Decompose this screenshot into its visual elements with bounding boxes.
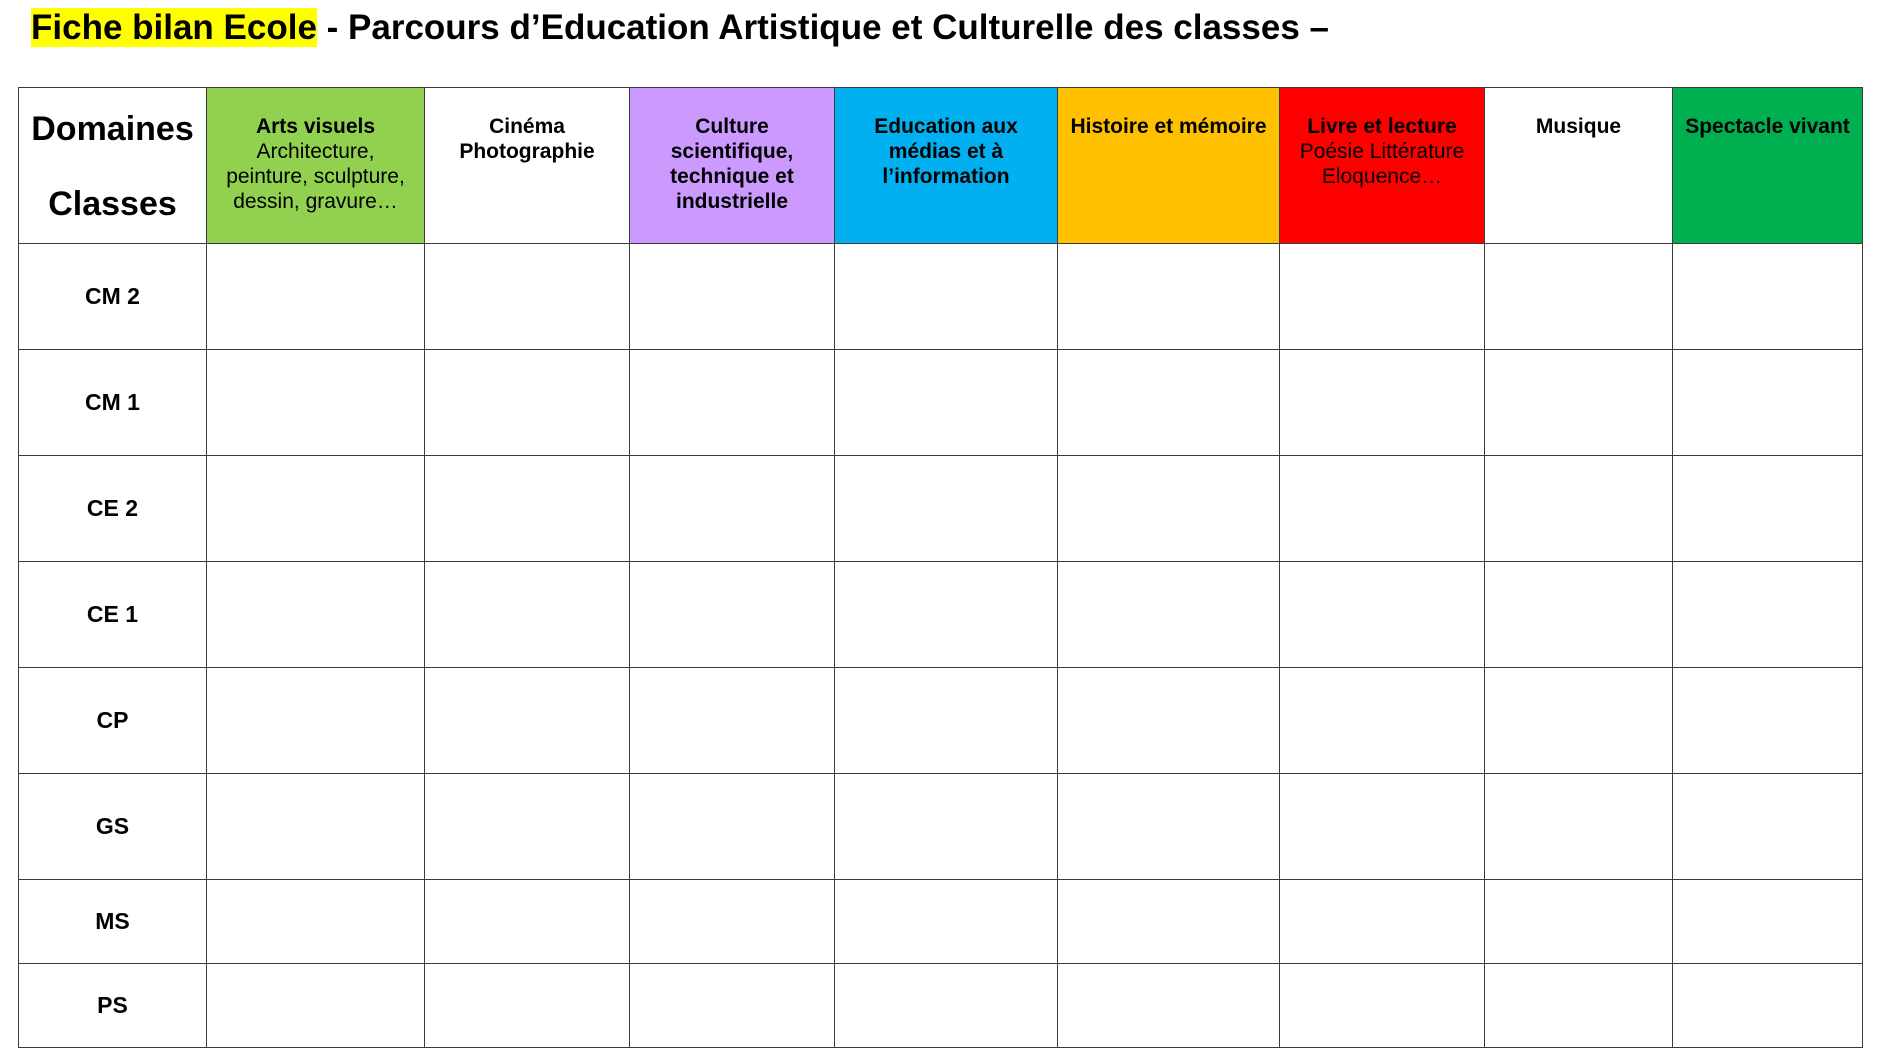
domain-title: Musique (1535, 115, 1622, 138)
grid-cell[interactable] (425, 456, 630, 562)
grid-cell[interactable] (835, 562, 1058, 668)
grid-cell[interactable] (1280, 456, 1485, 562)
grid-cell[interactable] (1058, 456, 1280, 562)
grid-cell[interactable] (1058, 244, 1280, 350)
class-label: CE 2 (19, 456, 207, 562)
grid-cell[interactable] (1673, 244, 1863, 350)
grid-cell[interactable] (425, 964, 630, 1048)
grid-cell[interactable] (835, 350, 1058, 456)
domain-title: Education aux médias et à l’information (874, 115, 1018, 188)
grid-cell[interactable] (1673, 668, 1863, 774)
domain-musique (1485, 88, 1673, 244)
pedagogical-grid (18, 87, 1863, 1048)
grid-cell[interactable] (207, 456, 425, 562)
domain-spectacle-vivant (1673, 88, 1863, 244)
grid-cell[interactable] (835, 668, 1058, 774)
domain-culture-scientifique (630, 88, 835, 244)
title-rest: - Parcours d’Education Artistique et Culturelle des classes – (316, 8, 1329, 47)
title-highlight: Fiche bilan Ecole (31, 8, 317, 47)
grid-cell[interactable] (1673, 562, 1863, 668)
grid-cell[interactable] (835, 774, 1058, 880)
grid-cell[interactable] (1673, 880, 1863, 964)
grid-cell[interactable] (207, 668, 425, 774)
table-row (19, 244, 1863, 350)
table-row (19, 350, 1863, 456)
grid-cell[interactable] (630, 562, 835, 668)
page-title (31, 6, 1329, 50)
grid-cell[interactable] (425, 880, 630, 964)
table-row (19, 880, 1863, 964)
class-label: MS (19, 880, 207, 964)
grid-cell[interactable] (1280, 774, 1485, 880)
grid-cell[interactable] (1485, 244, 1673, 350)
grid-cell[interactable] (1058, 350, 1280, 456)
grid-cell[interactable] (1280, 964, 1485, 1048)
grid-cell[interactable] (425, 244, 630, 350)
grid-cell[interactable] (835, 244, 1058, 350)
grid-cell[interactable] (1673, 774, 1863, 880)
domain-cinema-photographie (425, 88, 630, 244)
grid-cell[interactable] (835, 456, 1058, 562)
grid-cell[interactable] (1485, 880, 1673, 964)
domain-title: Histoire et mémoire (1070, 115, 1267, 138)
grid-cell[interactable] (1058, 562, 1280, 668)
grid-cell[interactable] (1280, 244, 1485, 350)
domains-label: Domaines (31, 109, 194, 148)
header-row (19, 88, 1863, 244)
class-label: CE 1 (19, 562, 207, 668)
grid-cell[interactable] (1280, 880, 1485, 964)
grid-cell[interactable] (207, 880, 425, 964)
grid-cell[interactable] (1485, 774, 1673, 880)
grid-cell[interactable] (1280, 668, 1485, 774)
class-label: CM 1 (19, 350, 207, 456)
class-label: CM 2 (19, 244, 207, 350)
grid-cell[interactable] (1673, 350, 1863, 456)
table-row (19, 774, 1863, 880)
domain-title: Spectacle vivant (1685, 115, 1850, 138)
grid-cell[interactable] (1058, 774, 1280, 880)
grid-cell[interactable] (1673, 456, 1863, 562)
grid-cell[interactable] (630, 774, 835, 880)
grid-cell[interactable] (1485, 350, 1673, 456)
grid-cell[interactable] (835, 880, 1058, 964)
grid-cell[interactable] (630, 456, 835, 562)
grid-cell[interactable] (1280, 350, 1485, 456)
grid-cell[interactable] (630, 244, 835, 350)
domain-title: Culture scientifique, technique et industrielle (670, 115, 794, 213)
classes-label: Classes (48, 184, 177, 223)
grid-cell[interactable] (630, 964, 835, 1048)
domain-education-medias (835, 88, 1058, 244)
domain-livre-lecture (1280, 88, 1485, 244)
grid-cell[interactable] (1280, 562, 1485, 668)
domain-arts-visuels (207, 88, 425, 244)
grid-cell[interactable] (207, 350, 425, 456)
table-row (19, 668, 1863, 774)
grid-cell[interactable] (1485, 964, 1673, 1048)
grid-cell[interactable] (207, 774, 425, 880)
class-label: PS (19, 964, 207, 1048)
grid-cell[interactable] (425, 668, 630, 774)
class-label: GS (19, 774, 207, 880)
domain-subtitle: Poésie Littérature Eloquence… (1299, 140, 1465, 188)
domain-title: Arts visuels (255, 115, 376, 138)
grid-cell[interactable] (630, 350, 835, 456)
grid-cell[interactable] (1058, 880, 1280, 964)
grid-cell[interactable] (1673, 964, 1863, 1048)
domain-title: Livre et lecture (1307, 115, 1457, 138)
domain-title: Cinéma Photographie (459, 115, 595, 163)
grid-cell[interactable] (425, 350, 630, 456)
corner-cell (19, 88, 207, 244)
table-row (19, 456, 1863, 562)
domain-histoire-memoire (1058, 88, 1280, 244)
class-label: CP (19, 668, 207, 774)
grid-cell[interactable] (425, 562, 630, 668)
grid-cell[interactable] (1058, 964, 1280, 1048)
grid-cell[interactable] (1058, 668, 1280, 774)
table-row (19, 964, 1863, 1048)
table-row (19, 562, 1863, 668)
grid-cell[interactable] (207, 964, 425, 1048)
grid-cell[interactable] (207, 562, 425, 668)
grid-cell[interactable] (425, 774, 630, 880)
grid-cell[interactable] (835, 964, 1058, 1048)
grid-cell[interactable] (630, 668, 835, 774)
grid-cell[interactable] (207, 244, 425, 350)
grid-cell[interactable] (630, 880, 835, 964)
domain-subtitle: Architecture, peinture, sculpture, dessin, gravure… (226, 140, 405, 213)
grid-cell[interactable] (1485, 456, 1673, 562)
grid-cell[interactable] (1485, 668, 1673, 774)
grid-cell[interactable] (1485, 562, 1673, 668)
